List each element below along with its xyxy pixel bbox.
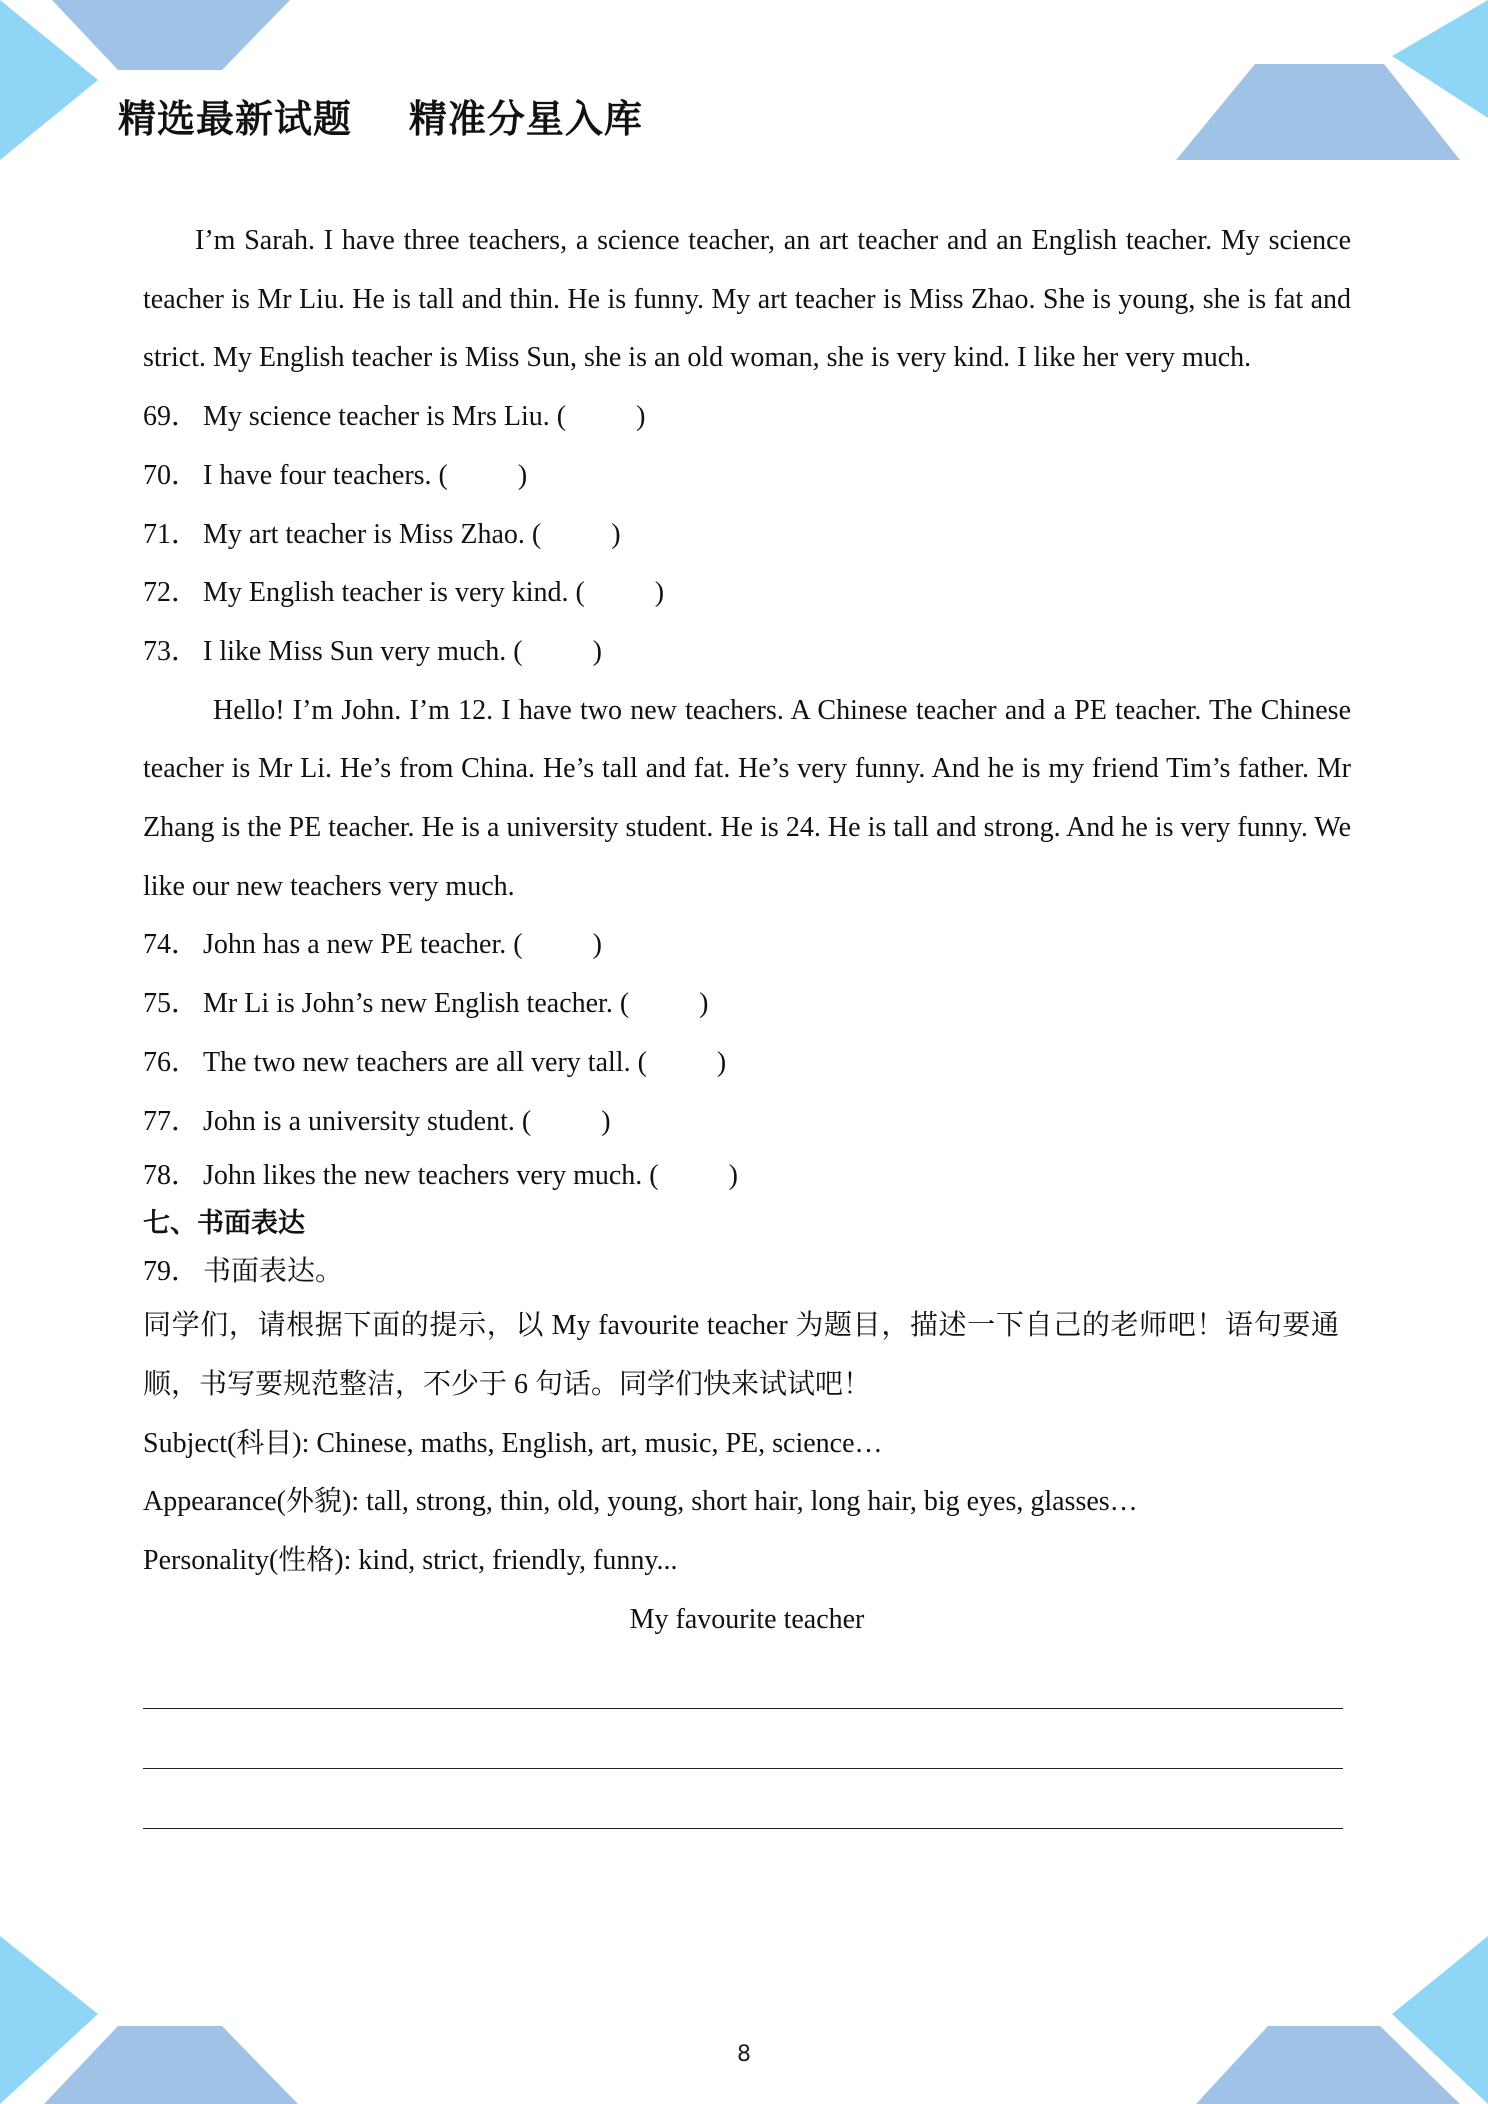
question-78 — [143, 1151, 1351, 1201]
section-heading: 七、书面表达 — [143, 1208, 305, 1240]
page-number: 8 — [737, 2042, 751, 2067]
hint-personality: Personality(性格): kind, strict, friendly, funny... — [143, 1545, 678, 1577]
question-79 — [143, 1247, 1351, 1297]
question-72 — [143, 564, 1351, 623]
question-text: John is a university student. ( ) — [203, 1105, 611, 1137]
writing-line[interactable] — [143, 1769, 1343, 1829]
corner-trapezoid-top-right — [1176, 64, 1460, 160]
question-number: 75． — [143, 988, 200, 1020]
question-number: 76． — [143, 1046, 200, 1078]
question-number: 79． — [143, 1256, 200, 1288]
question-number: 71． — [143, 518, 200, 550]
question-number: 74． — [143, 929, 200, 961]
question-number: 78． — [143, 1160, 200, 1192]
question-75 — [143, 975, 1351, 1034]
question-text: The two new teachers are all very tall. ( ) — [203, 1046, 727, 1078]
writing-instructions: 同学们，请根据下面的提示，以 My favourite teacher 为题目，描述一下自己的老师吧！语句要通顺，书写要规范整洁，不少于 6 句话。同学们快来试试吧！ — [143, 1310, 1339, 1400]
reading-passage-1: I’m Sarah. I have three teachers, a science teacher, an art teacher and an English teacher. My science teacher is Mr Liu. He is tall and thin. He is funny. My art teacher is Miss Zhao. She is young, she is fat and strict. My English teacher is Miss Sun, she is an old woman, she is very kind. I like her very much. — [143, 225, 1351, 374]
question-71 — [143, 506, 1351, 565]
question-number: 72． — [143, 577, 200, 609]
question-69 — [143, 388, 1351, 447]
question-text: Mr Li is John’s new English teacher. ( ) — [203, 988, 709, 1020]
writing-title: My favourite teacher — [629, 1603, 865, 1635]
question-text: I have four teachers. ( ) — [203, 459, 528, 491]
question-number: 69． — [143, 401, 200, 433]
question-73 — [143, 623, 1351, 682]
question-70 — [143, 447, 1351, 506]
writing-line[interactable] — [143, 1709, 1343, 1769]
document-body — [143, 212, 1351, 1829]
question-number: 73． — [143, 635, 200, 667]
question-text: My art teacher is Miss Zhao. ( ) — [203, 518, 621, 550]
writing-line[interactable] — [143, 1649, 1343, 1709]
question-76 — [143, 1034, 1351, 1093]
question-text: 书面表达。 — [203, 1256, 344, 1288]
hint-subject: Subject(科目): Chinese, maths, English, art, music, PE, science… — [143, 1427, 883, 1459]
question-number: 70． — [143, 459, 200, 491]
corner-trapezoid-top-left — [52, 0, 290, 70]
question-text: My English teacher is very kind. ( ) — [203, 577, 665, 609]
question-text: John likes the new teachers very much. ( ) — [203, 1160, 738, 1192]
question-text: I like Miss Sun very much. ( ) — [203, 635, 602, 667]
question-74 — [143, 916, 1351, 975]
question-text: My science teacher is Mrs Liu. ( ) — [203, 401, 646, 433]
question-77 — [143, 1093, 1351, 1152]
question-number: 77． — [143, 1105, 200, 1137]
reading-passage-2: Hello! I’m John. I’m 12. I have two new teachers. A Chinese teacher and a PE teacher. The Chinese teacher is Mr Li. He’s from China. He’s tall and fat. He’s very funny. And he is my friend Tim’s father. Mr Zhang is the PE teacher. He is a university student. He is 24. He is tall and strong. And he is very funny. We like our new teachers very much. — [143, 694, 1351, 902]
header-title: 精选最新试题 精准分星入库 — [118, 97, 643, 141]
question-text: John has a new PE teacher. ( ) — [203, 929, 602, 961]
hint-appearance: Appearance(外貌): tall, strong, thin, old, young, short hair, long hair, big eyes, glasses… — [143, 1486, 1138, 1518]
